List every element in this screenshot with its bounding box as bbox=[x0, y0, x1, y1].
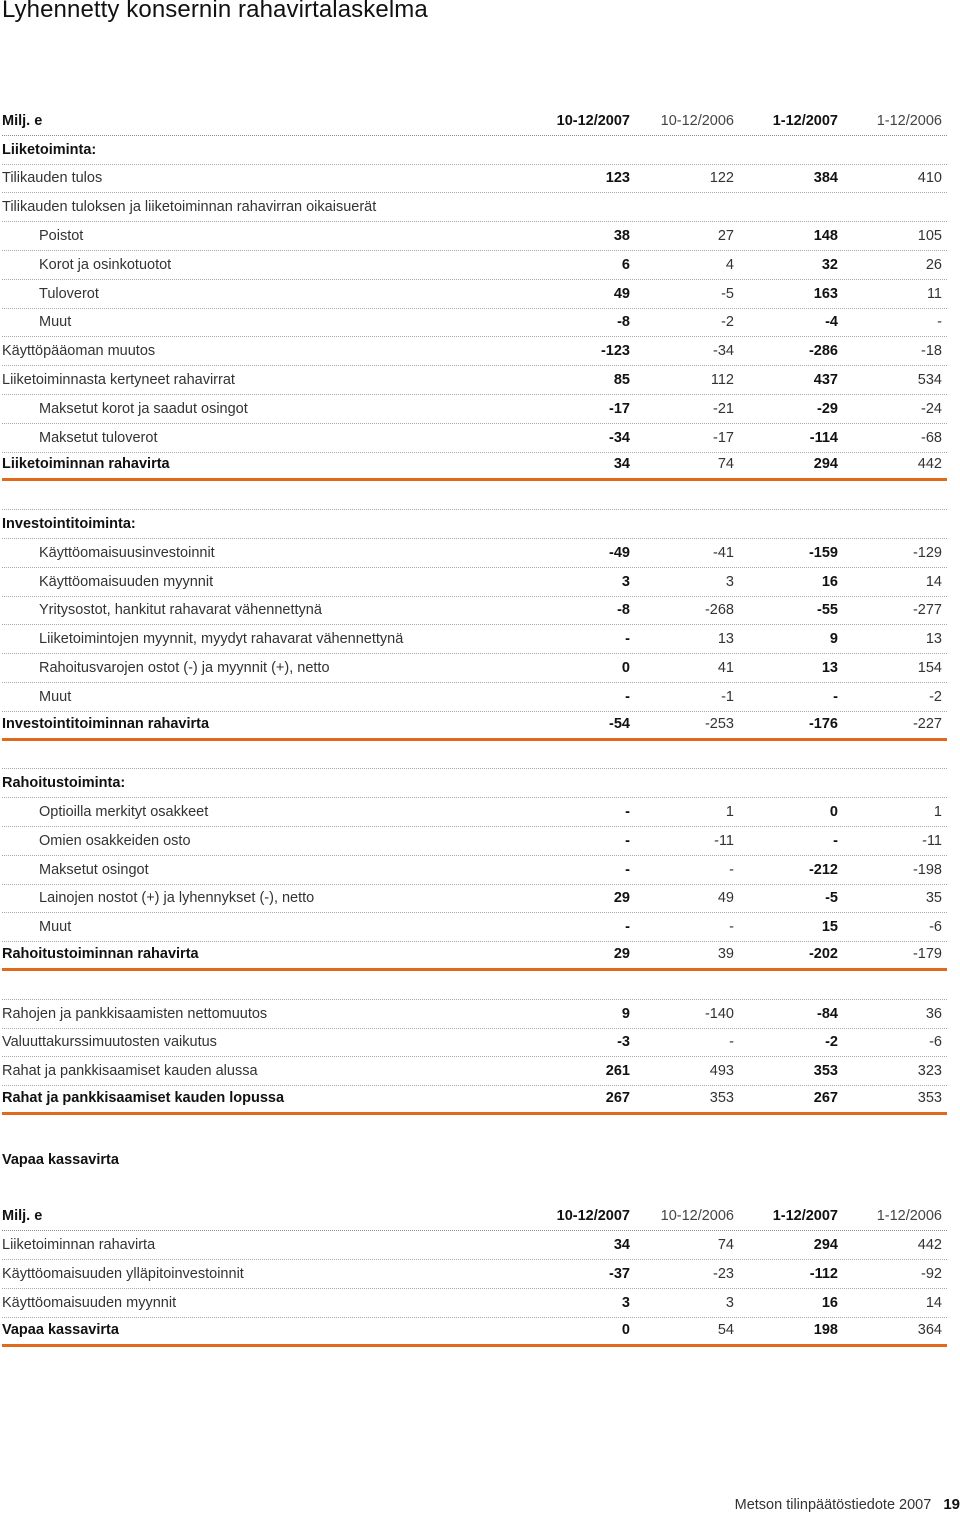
table-row bbox=[2, 280, 947, 309]
table-row bbox=[2, 913, 947, 942]
value-cell: 154 bbox=[917, 659, 942, 676]
value-cell: - bbox=[729, 1034, 734, 1051]
table-row bbox=[2, 885, 947, 914]
value-cell: 34 bbox=[613, 1237, 630, 1254]
value-cell: -21 bbox=[713, 400, 734, 417]
value-cell: -5 bbox=[721, 285, 734, 302]
row-label: Maksetut osingot bbox=[39, 861, 149, 878]
value-cell: -6 bbox=[929, 919, 942, 936]
spacer-row bbox=[2, 971, 947, 1000]
value-cell: 105 bbox=[917, 227, 942, 244]
row-label: Rahat ja pankkisaamiset kauden alussa bbox=[2, 1063, 258, 1080]
value-cell: 39 bbox=[717, 945, 734, 962]
total-row bbox=[2, 712, 947, 741]
value-cell: 41 bbox=[717, 659, 734, 676]
value-cell: 15 bbox=[821, 919, 838, 936]
value-cell: -286 bbox=[808, 343, 838, 360]
value-cell: -17 bbox=[713, 429, 734, 446]
value-cell: -11 bbox=[714, 832, 734, 849]
table-row bbox=[2, 337, 947, 366]
table-row bbox=[2, 539, 947, 568]
value-cell: 1-12/2007 bbox=[772, 112, 838, 129]
row-label: Muut bbox=[39, 314, 72, 331]
value-cell: 410 bbox=[917, 170, 942, 187]
value-cell: 1-12/2006 bbox=[876, 112, 942, 129]
value-cell: 29 bbox=[613, 945, 630, 962]
value-cell: -54 bbox=[609, 715, 630, 732]
row-label: Rahoitusvarojen ostot (-) ja myynnit (+), netto bbox=[39, 659, 330, 676]
value-cell: -1 bbox=[721, 688, 734, 705]
table-row bbox=[2, 395, 947, 424]
value-cell: 364 bbox=[917, 1321, 942, 1338]
table-row bbox=[2, 625, 947, 654]
value-cell: 442 bbox=[917, 456, 942, 473]
row-label: Korot ja osinkotuotot bbox=[39, 256, 172, 273]
value-cell: 353 bbox=[709, 1089, 734, 1106]
row-label: Tilikauden tulos bbox=[2, 170, 103, 187]
header-row bbox=[2, 107, 947, 136]
value-cell: -41 bbox=[713, 544, 734, 561]
table-row bbox=[2, 251, 947, 280]
row-label: Tilikauden tuloksen ja liiketoiminnan rahavirran oikaisuerät bbox=[2, 199, 377, 216]
total-row bbox=[2, 453, 947, 482]
value-cell: -17 bbox=[609, 400, 630, 417]
value-cell: - bbox=[625, 803, 630, 820]
spacer-row bbox=[2, 481, 947, 510]
table-row bbox=[2, 1000, 947, 1029]
value-cell: -68 bbox=[921, 429, 942, 446]
value-cell: 9 bbox=[829, 631, 838, 648]
row-label: Valuuttakurssimuutosten vaikutus bbox=[2, 1034, 217, 1051]
row-label: Rahoitustoiminta: bbox=[2, 775, 126, 792]
row-label: Vapaa kassavirta bbox=[2, 1321, 119, 1338]
value-cell: 54 bbox=[717, 1321, 734, 1338]
value-cell: 198 bbox=[813, 1321, 838, 1338]
value-cell: -253 bbox=[704, 715, 734, 732]
table-row bbox=[2, 424, 947, 453]
value-cell: 261 bbox=[605, 1063, 630, 1080]
row-label: Käyttöomaisuusinvestoinnit bbox=[39, 544, 215, 561]
section-heading bbox=[2, 136, 947, 165]
value-cell: -198 bbox=[912, 861, 942, 878]
value-cell: -6 bbox=[929, 1034, 942, 1051]
value-cell: 148 bbox=[813, 227, 838, 244]
value-cell: 323 bbox=[917, 1063, 942, 1080]
value-cell: -268 bbox=[704, 602, 734, 619]
value-cell: 353 bbox=[917, 1089, 942, 1106]
row-label: Käyttöpääoman muutos bbox=[2, 343, 156, 360]
table-row bbox=[2, 193, 947, 222]
value-cell: -8 bbox=[617, 314, 630, 331]
total-row bbox=[2, 1318, 947, 1347]
row-label: Liiketoiminta: bbox=[2, 141, 97, 158]
table-row bbox=[2, 654, 947, 683]
table-row bbox=[2, 309, 947, 338]
row-label: Investointitoiminnan rahavirta bbox=[2, 715, 210, 732]
row-label: Tuloverot bbox=[39, 285, 99, 302]
value-cell: -2 bbox=[721, 314, 734, 331]
value-cell: 123 bbox=[605, 170, 630, 187]
value-cell: 85 bbox=[613, 371, 630, 388]
value-cell: 384 bbox=[813, 170, 838, 187]
value-cell: -4 bbox=[825, 314, 838, 331]
value-cell: 16 bbox=[821, 573, 838, 590]
cashflow-table bbox=[2, 107, 947, 1115]
row-label: Käyttöomaisuuden ylläpitoinvestoinnit bbox=[2, 1265, 244, 1282]
spacer-row bbox=[2, 1174, 947, 1203]
value-cell: - bbox=[729, 919, 734, 936]
value-cell: 14 bbox=[925, 1294, 942, 1311]
section-heading bbox=[2, 510, 947, 539]
table-row bbox=[2, 827, 947, 856]
row-label: Investointitoiminta: bbox=[2, 515, 136, 532]
value-cell: 1-12/2007 bbox=[772, 1208, 838, 1225]
value-cell: 3 bbox=[621, 1294, 630, 1311]
value-cell: 3 bbox=[725, 1294, 734, 1311]
table-row bbox=[2, 222, 947, 251]
value-cell: 49 bbox=[613, 285, 630, 302]
row-label: Lainojen nostot (+) ja lyhennykset (-), netto bbox=[39, 890, 315, 907]
value-cell: -227 bbox=[912, 715, 942, 732]
row-label: Liiketoiminnasta kertyneet rahavirrat bbox=[2, 371, 235, 388]
value-cell: -92 bbox=[921, 1265, 942, 1282]
value-cell: -212 bbox=[808, 861, 838, 878]
value-cell: 294 bbox=[813, 456, 838, 473]
row-label: Optioilla merkityt osakkeet bbox=[39, 803, 209, 820]
value-cell: -179 bbox=[912, 945, 942, 962]
value-cell: 534 bbox=[917, 371, 942, 388]
value-cell: -140 bbox=[704, 1005, 734, 1022]
value-cell: 74 bbox=[717, 1237, 734, 1254]
value-cell: 4 bbox=[725, 256, 734, 273]
value-cell: 36 bbox=[925, 1005, 942, 1022]
value-cell: -277 bbox=[912, 602, 942, 619]
row-label: Milj. e bbox=[2, 112, 43, 129]
value-cell: 27 bbox=[717, 227, 734, 244]
value-cell: - bbox=[625, 631, 630, 648]
table-row bbox=[2, 366, 947, 395]
row-label: Käyttöomaisuuden myynnit bbox=[39, 573, 214, 590]
value-cell: 0 bbox=[621, 1321, 630, 1338]
value-cell: -55 bbox=[817, 602, 838, 619]
table-title bbox=[2, 1145, 947, 1174]
row-label: Liiketoiminnan rahavirta bbox=[2, 1237, 156, 1254]
value-cell: -2 bbox=[825, 1034, 838, 1051]
row-label: Liiketoimintojen myynnit, myydyt rahavarat vähennettynä bbox=[39, 631, 404, 648]
row-label: Omien osakkeiden osto bbox=[39, 832, 191, 849]
value-cell: 38 bbox=[613, 227, 630, 244]
value-cell: 122 bbox=[709, 170, 734, 187]
table-row bbox=[2, 1231, 947, 1260]
value-cell: 26 bbox=[925, 256, 942, 273]
value-cell: -29 bbox=[817, 400, 838, 417]
row-label: Yritysostot, hankitut rahavarat vähennettynä bbox=[39, 602, 322, 619]
value-cell: -2 bbox=[929, 688, 942, 705]
value-cell: -112 bbox=[809, 1265, 838, 1282]
value-cell: 267 bbox=[813, 1089, 838, 1106]
table-row bbox=[2, 1057, 947, 1086]
value-cell: 3 bbox=[621, 573, 630, 590]
value-cell: - bbox=[625, 832, 630, 849]
page-number: 19 bbox=[943, 1496, 960, 1513]
footer-text: Metson tilinpäätöstiedote 2007 bbox=[734, 1497, 932, 1513]
value-cell: 1 bbox=[933, 803, 942, 820]
value-cell: -202 bbox=[808, 945, 838, 962]
value-cell: 294 bbox=[813, 1237, 838, 1254]
table-row bbox=[2, 798, 947, 827]
value-cell: 10-12/2006 bbox=[660, 112, 734, 129]
value-cell: 74 bbox=[717, 456, 734, 473]
table-row bbox=[2, 165, 947, 194]
value-cell: 442 bbox=[917, 1237, 942, 1254]
value-cell: - bbox=[833, 688, 838, 705]
value-cell: -37 bbox=[609, 1265, 630, 1282]
value-cell: 16 bbox=[821, 1294, 838, 1311]
table-row bbox=[2, 597, 947, 626]
table-row bbox=[2, 856, 947, 885]
table-row bbox=[2, 1260, 947, 1289]
value-cell: 13 bbox=[821, 659, 838, 676]
value-cell: 493 bbox=[709, 1063, 734, 1080]
section-heading bbox=[2, 769, 947, 798]
value-cell: 1-12/2006 bbox=[876, 1208, 942, 1225]
row-label: Muut bbox=[39, 688, 72, 705]
value-cell: -11 bbox=[922, 832, 942, 849]
value-cell: 13 bbox=[717, 631, 734, 648]
value-cell: 35 bbox=[925, 890, 942, 907]
row-label: Poistot bbox=[39, 227, 84, 244]
value-cell: -5 bbox=[825, 890, 838, 907]
value-cell: - bbox=[625, 861, 630, 878]
value-cell: 34 bbox=[613, 456, 630, 473]
value-cell: 32 bbox=[821, 256, 838, 273]
value-cell: -34 bbox=[713, 343, 734, 360]
value-cell: 163 bbox=[813, 285, 838, 302]
value-cell: -23 bbox=[713, 1265, 734, 1282]
value-cell: -34 bbox=[609, 429, 630, 446]
row-label: Rahojen ja pankkisaamisten nettomuutos bbox=[2, 1005, 268, 1022]
value-cell: - bbox=[625, 919, 630, 936]
table-row bbox=[2, 1289, 947, 1318]
value-cell: 112 bbox=[710, 371, 734, 388]
value-cell: -129 bbox=[912, 544, 942, 561]
row-label: Muut bbox=[39, 919, 72, 936]
value-cell: 0 bbox=[621, 659, 630, 676]
value-cell: - bbox=[625, 688, 630, 705]
spacer-row bbox=[2, 741, 947, 770]
value-cell: 13 bbox=[925, 631, 942, 648]
value-cell: -8 bbox=[617, 602, 630, 619]
value-cell: -159 bbox=[808, 544, 838, 561]
value-cell: -84 bbox=[817, 1005, 838, 1022]
value-cell: - bbox=[833, 832, 838, 849]
row-label: Rahat ja pankkisaamiset kauden lopussa bbox=[2, 1089, 285, 1106]
value-cell: -24 bbox=[921, 400, 942, 417]
value-cell: 1 bbox=[725, 803, 734, 820]
table-row bbox=[2, 1029, 947, 1058]
value-cell: 0 bbox=[829, 803, 838, 820]
value-cell: 353 bbox=[813, 1063, 838, 1080]
value-cell: 10-12/2007 bbox=[556, 112, 630, 129]
value-cell: 267 bbox=[605, 1089, 630, 1106]
row-label: Maksetut korot ja saadut osingot bbox=[39, 400, 248, 417]
total-row bbox=[2, 1086, 947, 1115]
page-footer bbox=[560, 1496, 960, 1513]
value-cell: 49 bbox=[717, 890, 734, 907]
value-cell: -3 bbox=[617, 1034, 630, 1051]
value-cell: -18 bbox=[921, 343, 942, 360]
value-cell: 10-12/2007 bbox=[556, 1208, 630, 1225]
value-cell: 3 bbox=[725, 573, 734, 590]
value-cell: -176 bbox=[808, 715, 838, 732]
row-label: Liiketoiminnan rahavirta bbox=[2, 456, 170, 473]
value-cell: - bbox=[937, 314, 942, 331]
value-cell: -114 bbox=[809, 429, 838, 446]
value-cell: -49 bbox=[609, 544, 630, 561]
row-label: Maksetut tuloverot bbox=[39, 429, 158, 446]
free-cashflow-table bbox=[2, 1145, 947, 1347]
header-row bbox=[2, 1203, 947, 1232]
value-cell: 14 bbox=[925, 573, 942, 590]
value-cell: -123 bbox=[600, 343, 630, 360]
row-label: Rahoitustoiminnan rahavirta bbox=[2, 945, 199, 962]
value-cell: 6 bbox=[621, 256, 630, 273]
table-row bbox=[2, 683, 947, 712]
value-cell: 29 bbox=[613, 890, 630, 907]
row-label: Käyttöomaisuuden myynnit bbox=[2, 1294, 177, 1311]
row-label: Milj. e bbox=[2, 1208, 43, 1225]
value-cell: 437 bbox=[813, 371, 838, 388]
table-row bbox=[2, 568, 947, 597]
total-row bbox=[2, 942, 947, 971]
value-cell: - bbox=[729, 861, 734, 878]
row-label: Vapaa kassavirta bbox=[2, 1151, 119, 1168]
value-cell: 10-12/2006 bbox=[660, 1208, 734, 1225]
value-cell: 11 bbox=[926, 285, 942, 302]
page-title: Lyhennetty konsernin rahavirtalaskelma bbox=[2, 0, 428, 23]
value-cell: 9 bbox=[621, 1005, 630, 1022]
